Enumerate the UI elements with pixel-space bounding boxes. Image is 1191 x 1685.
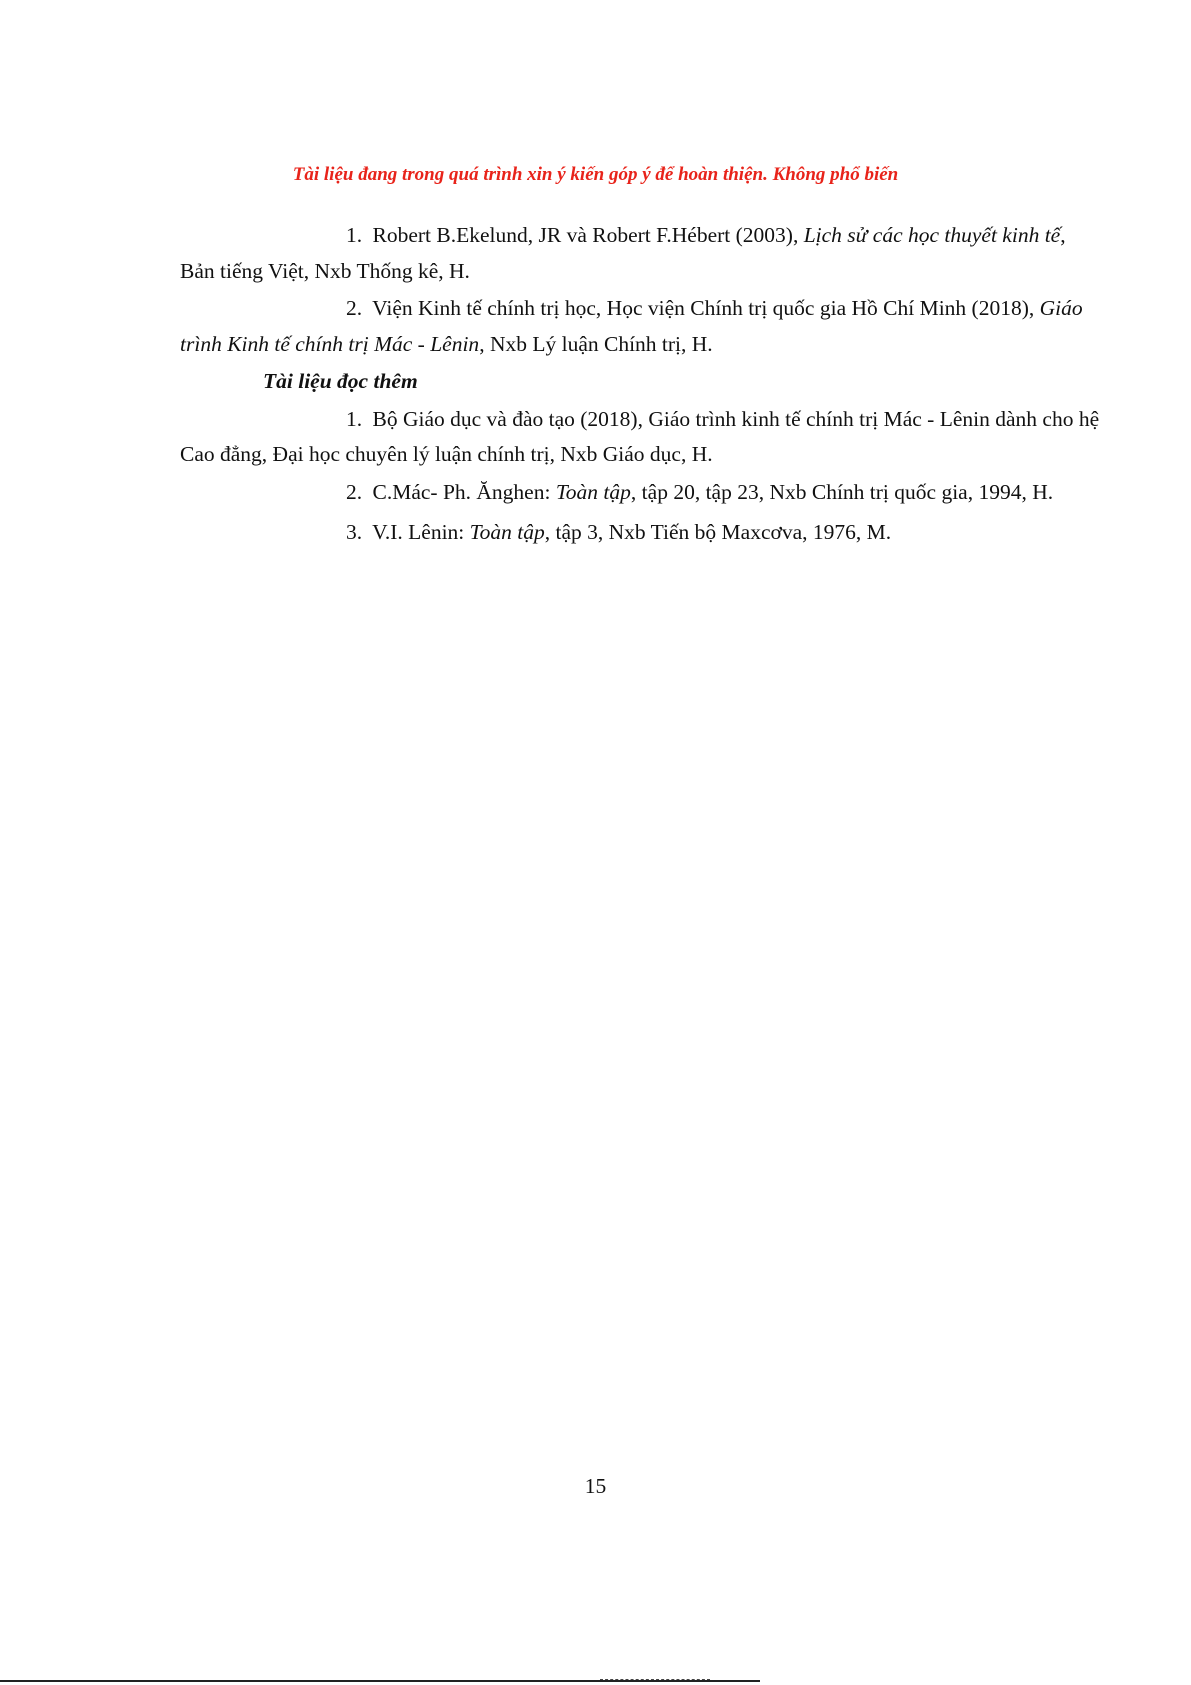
further-reading-item — [180, 402, 1102, 473]
page-number: 15 — [584, 1474, 607, 1498]
reference-title: Lịch sử các học thuyết kinh tế — [803, 223, 1061, 247]
footer-divider-dashed — [600, 1679, 710, 1683]
reference-text: Bộ Giáo dục và đào tạo (2018), Giáo trình kinh tế chính trị Mác - Lênin dành cho hệ Cao đẳng, Đại học chuyên lý luận chính trị, Nxb Giáo dục, H. — [180, 406, 1100, 466]
reference-number: 1. — [346, 223, 363, 247]
reference-publisher: , Nxb Lý luận Chính trị, H. — [479, 331, 713, 356]
draft-watermark-notice: Tài liệu đang trong quá trình xin ý kiến góp ý để hoàn thiện. Không phổ biến — [292, 164, 899, 185]
reference-title: Toàn tập — [469, 520, 545, 544]
reference-number: 3. — [346, 520, 363, 544]
reference-publisher: , Bản tiếng Việt, Nxb Thống kê, H. — [180, 223, 1066, 283]
reference-number: 2. — [346, 479, 363, 504]
reference-number: 1. — [346, 406, 363, 431]
further-reading-item — [180, 515, 1102, 551]
document-body — [180, 218, 1102, 556]
reference-authors: C.Mác- Ph. Ănghen: — [367, 479, 556, 504]
reference-authors: Robert B.Ekelund, JR và Robert F.Hébert (2003), — [367, 223, 804, 247]
reference-title: Toàn tập — [555, 479, 631, 504]
further-reading-item — [180, 475, 1102, 511]
reference-publisher: , tập 20, tập 23, Nxb Chính trị quốc gia, 1994, H. — [630, 479, 1054, 504]
further-reading-heading: Tài liệu đọc thêm — [263, 369, 418, 393]
reference-title: Giáo trình Kinh tế chính trị Mác - Lênin — [180, 296, 1083, 356]
reference-publisher: , tập 3, Nxb Tiến bộ Maxcơva, 1976, M. — [544, 520, 892, 544]
reference-item — [180, 218, 1102, 289]
reference-item — [180, 291, 1102, 362]
reference-authors: V.I. Lênin: — [367, 520, 470, 544]
reference-authors: Viện Kinh tế chính trị học, Học viện Chính trị quốc gia Hồ Chí Minh (2018), — [367, 296, 1040, 320]
reference-number: 2. — [346, 296, 363, 320]
